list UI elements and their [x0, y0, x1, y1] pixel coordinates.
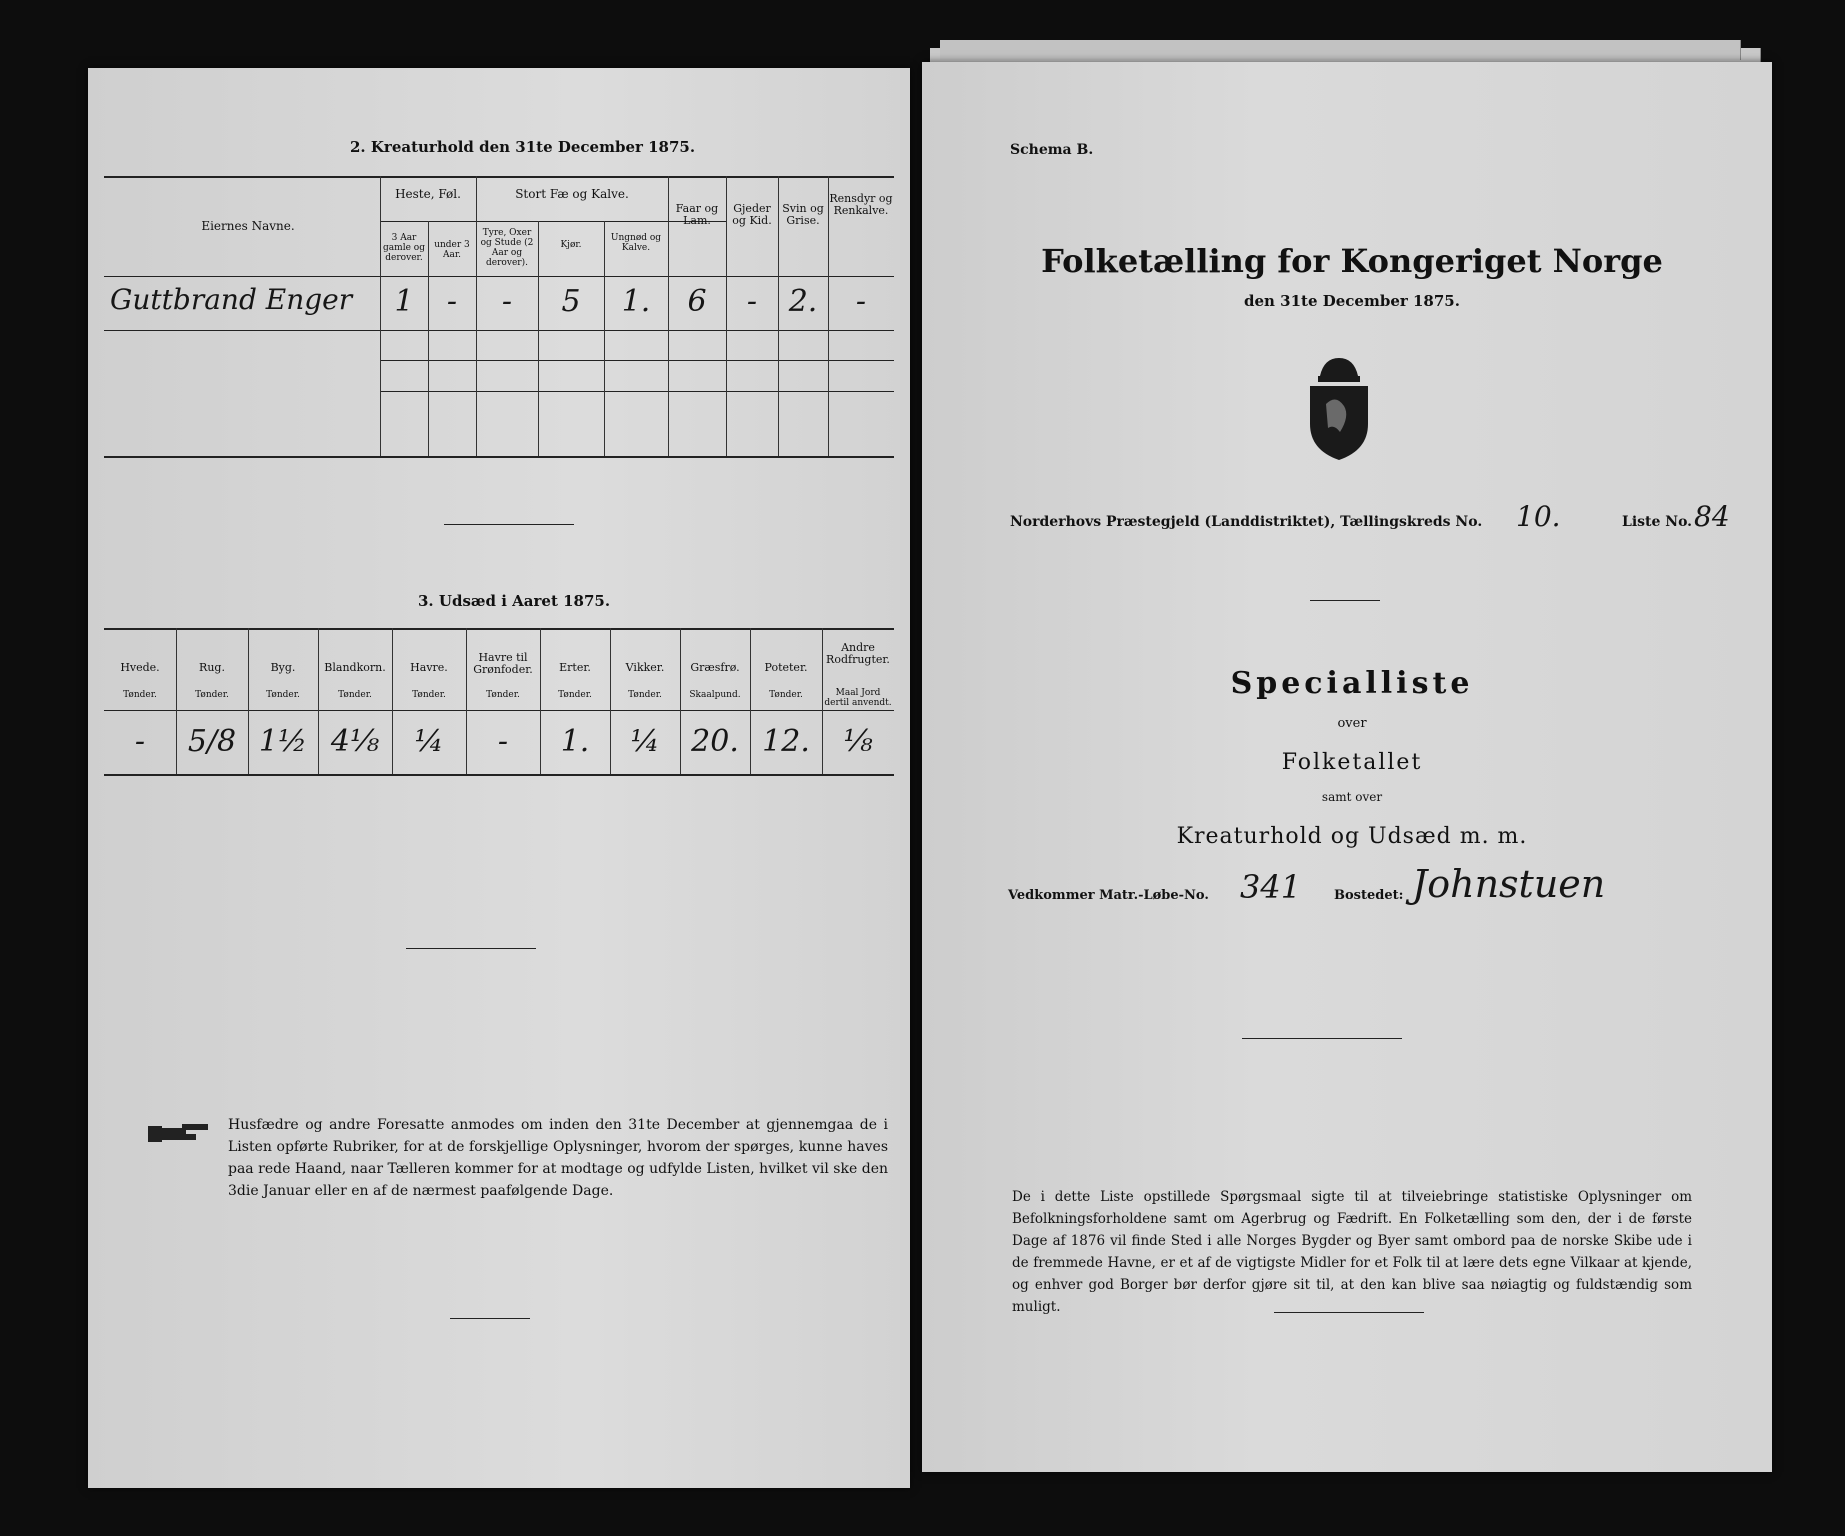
- cell-value: -: [746, 284, 758, 319]
- owner-name: Guttbrand Enger: [110, 283, 353, 316]
- bosted-value: Johnstuen: [1412, 862, 1606, 906]
- col-rule: [604, 221, 605, 456]
- udsaed-unit: Maal Jord dertil anvendt.: [824, 688, 892, 708]
- table-rule: [104, 276, 894, 277]
- udsaed-unit: Tønder.: [195, 690, 229, 700]
- table-rule: [380, 360, 894, 361]
- cell-value: -: [501, 284, 513, 319]
- udsaed-unit: Skaalpund.: [689, 690, 741, 700]
- specialliste-heading: Specialliste: [1230, 666, 1474, 701]
- cell-value: -: [446, 284, 458, 319]
- udsaed-value: 4⅛: [330, 724, 380, 759]
- main-title: Folketælling for Kongeriget Norge: [1041, 242, 1663, 280]
- udsaed-unit: Tønder.: [123, 690, 157, 700]
- col-tyre: Tyre, Oxer og Stude (2 Aar og derover).: [480, 228, 534, 268]
- udsaed-unit: Tønder.: [338, 690, 372, 700]
- udsaed-header: Vikker.: [625, 661, 665, 674]
- udsaed-header: Andre Rodfrugter.: [826, 641, 890, 666]
- udsaed-value: ¼: [414, 724, 444, 759]
- udsaed-header: Rug.: [199, 661, 225, 674]
- udsaed-value: 1½: [258, 724, 308, 759]
- udsaed-value: 1.: [560, 724, 590, 759]
- udsaed-header: Græsfrø.: [690, 661, 740, 674]
- col-svin: Svin og Grise.: [782, 202, 824, 227]
- schema-label: Schema B.: [1010, 142, 1094, 158]
- col-rule: [538, 221, 539, 456]
- right-page: [922, 62, 1772, 1472]
- udsaed-header: Byg.: [270, 661, 296, 674]
- table-rule: [380, 391, 894, 392]
- cell-value: 6: [687, 284, 707, 319]
- notice-text: Husfædre og andre Foresatte anmodes om inden den 31te December at gjennemgaa de i Listen opførte Rubriker, for at de forskjellige Oplysninger, hvorom der spørges, kunne haves paa rede Haand, naar Tælleren kommer for at modtage og udfylde Listen, hvilket vil ske den 3die Januar eller en af de nærmest paafølgende Dage.: [228, 1117, 888, 1199]
- col-kjor: Kjør.: [560, 240, 582, 250]
- col-rensdyr: Rensdyr og Renkalve.: [829, 192, 893, 217]
- divider: [444, 524, 574, 525]
- kreaturhold-text: Kreaturhold og Udsæd m. m.: [1176, 824, 1528, 849]
- udsaed-value: -: [134, 724, 146, 759]
- pointing-hand-icon: [146, 1120, 216, 1146]
- udsaed-unit: Tønder.: [628, 690, 662, 700]
- udsaed-header: Hvede.: [120, 661, 160, 674]
- matr-label: Vedkommer Matr.-Løbe-No.: [1008, 888, 1209, 903]
- divider: [406, 948, 536, 949]
- udsaed-value: 12.: [762, 724, 810, 759]
- samt-over-text: samt over: [1321, 790, 1383, 804]
- col-3aar: 3 Aar gamle og derover.: [383, 233, 425, 263]
- divider: [1310, 600, 1380, 601]
- left-page: [88, 68, 910, 1488]
- table-rule: [104, 710, 894, 711]
- over-text: over: [1337, 716, 1367, 731]
- udsaed-unit: Tønder.: [558, 690, 592, 700]
- owner-header: Eiernes Navne.: [201, 219, 295, 233]
- udsaed-header: Havre.: [410, 661, 448, 674]
- table-rule: [104, 330, 894, 331]
- section2-title: 2. Kreaturhold den 31te December 1875.: [350, 138, 696, 156]
- divider: [450, 1318, 530, 1319]
- cell-value: -: [855, 284, 867, 319]
- cell-value: 1: [394, 284, 414, 319]
- udsaed-value: ¼: [630, 724, 660, 759]
- udsaed-value: 5/8: [187, 724, 237, 759]
- tellingskreds-no: 10.: [1516, 500, 1561, 533]
- stort-fae-header: Stort Fæ og Kalve.: [515, 187, 629, 201]
- coat-of-arms-icon: [1304, 354, 1374, 464]
- udsaed-header: Blandkorn.: [324, 661, 386, 674]
- divider: [1242, 1038, 1402, 1039]
- footer-text: De i dette Liste opstillede Spørgsmaal sigte til at tilveiebringe statistiske Oplysninger om Befolkningsforholdene samt om Agerbrug og Fædrift. En Folketælling som den, der i de første Dage af 1876 vil finde Sted i alle Norges Bygder og Byer samt ombord paa de norske Skibe ude i de fremmede Havne, er et af de vigtigste Midler for et Folk til at lære dets egne Vilkaar at kjende, og enhver god Borger bør derfor gjøre sit til, at den kan blive saa nøiagtig og fuldstændig som muligt.: [1012, 1189, 1692, 1315]
- udsaed-unit: Tønder.: [769, 690, 803, 700]
- udsaed-value: 20.: [691, 724, 739, 759]
- divider: [1274, 1312, 1424, 1313]
- udsaed-unit: Tønder.: [412, 690, 446, 700]
- folketallet-text: Folketallet: [1281, 750, 1423, 775]
- udsaed-unit: Tønder.: [266, 690, 300, 700]
- col-gjeder: Gjeder og Kid.: [732, 202, 772, 227]
- table-rule: [104, 774, 894, 776]
- table-rule: [104, 456, 894, 458]
- table-rule: [104, 176, 894, 178]
- liste-no: 84: [1694, 500, 1730, 533]
- col-ungnod: Ungnød og Kalve.: [610, 233, 662, 253]
- cell-value: 1.: [621, 284, 651, 319]
- liste-label: Liste No.: [1622, 514, 1693, 530]
- page-edge: [940, 40, 1741, 60]
- col-under3: under 3 Aar.: [434, 240, 470, 260]
- matr-no: 341: [1240, 868, 1302, 906]
- bosted-label: Bostedet:: [1334, 888, 1404, 903]
- heste-header: Heste, Føl.: [395, 187, 461, 201]
- udsaed-header: Erter.: [559, 661, 591, 674]
- udsaed-header: Havre til Grønfoder.: [473, 651, 533, 676]
- district-label: Norderhovs Præstegjeld (Landdistriktet), Tællingskreds No.: [1010, 514, 1483, 530]
- col-faar: Faar og Lam.: [675, 202, 719, 227]
- table-rule: [104, 628, 894, 630]
- cell-value: 5: [561, 284, 581, 319]
- udsaed-value: -: [497, 724, 509, 759]
- udsaed-value: ⅛: [843, 724, 873, 759]
- udsaed-header: Poteter.: [764, 661, 808, 674]
- udsaed-unit: Tønder.: [486, 690, 520, 700]
- cell-value: 2.: [788, 284, 818, 319]
- census-date: den 31te December 1875.: [1244, 292, 1460, 310]
- section3-title: 3. Udsæd i Aaret 1875.: [418, 592, 611, 610]
